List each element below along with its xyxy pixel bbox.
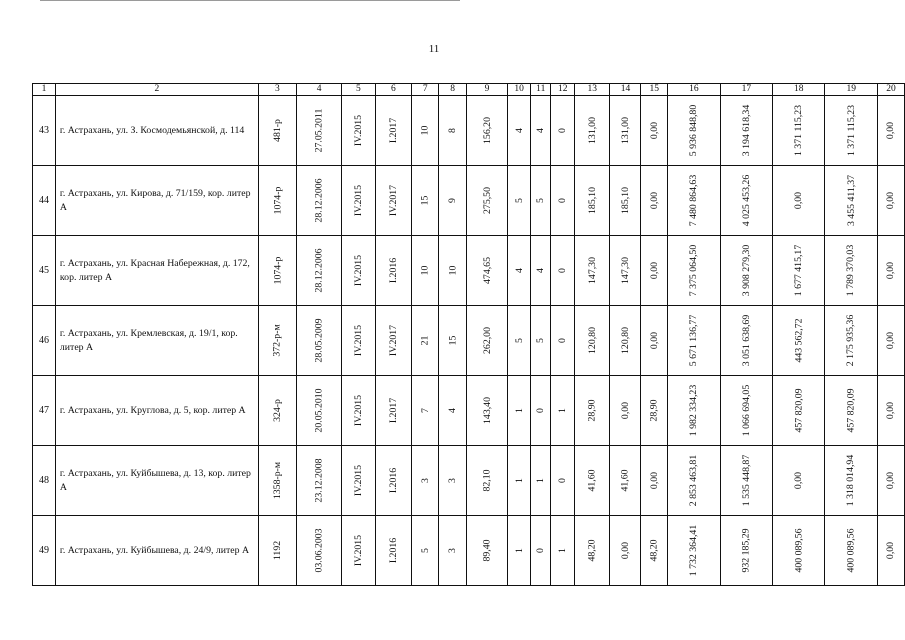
cell-value: 9 — [447, 198, 459, 203]
table-cell — [877, 306, 904, 376]
cell-value: 147,30 — [619, 257, 631, 284]
cell-value: 1 — [513, 408, 525, 413]
table-cell — [412, 516, 439, 586]
table-cell — [641, 306, 668, 376]
cell-value: 0 — [535, 408, 547, 413]
cell-value: 7 375 064,50 — [688, 244, 700, 297]
table-cell — [508, 166, 531, 236]
table-cell — [575, 306, 610, 376]
table-cell — [825, 236, 877, 306]
header-cell: 18 — [773, 84, 825, 96]
table-cell — [375, 166, 412, 236]
address-cell: г. Астрахань, ул. Куйбышева, д. 13, кор. литер А — [55, 446, 258, 516]
cell-value: 3 — [419, 478, 431, 483]
cell-value: 185,10 — [586, 187, 598, 214]
table-cell — [439, 516, 466, 586]
table-cell — [551, 236, 575, 306]
cell-value: 1 982 334,23 — [688, 384, 700, 437]
cell-value: 481-р — [271, 119, 283, 142]
cell-value: 28,90 — [648, 399, 660, 422]
cell-value: 1 535 448,87 — [740, 454, 752, 507]
table-cell — [342, 166, 376, 236]
table-cell — [720, 166, 772, 236]
cell-value: 89,40 — [481, 539, 493, 562]
cell-value: 0,00 — [885, 191, 897, 210]
table-cell — [297, 236, 342, 306]
table-cell — [375, 516, 412, 586]
table-cell: 45 — [33, 236, 56, 306]
cell-value: 324-р — [271, 399, 283, 422]
table-cell — [466, 306, 507, 376]
cell-value: 0 — [557, 128, 569, 133]
table-cell — [773, 306, 825, 376]
cell-value: I.2017 — [387, 117, 399, 144]
cell-value: 0 — [535, 548, 547, 553]
cell-value: 0,00 — [648, 191, 660, 210]
header-cell: 10 — [508, 84, 531, 96]
table-cell — [375, 236, 412, 306]
table-cell — [877, 96, 904, 166]
table-cell — [551, 96, 575, 166]
table-cell — [466, 96, 507, 166]
table-cell — [641, 166, 668, 236]
cell-value: 0,00 — [885, 541, 897, 560]
table-cell: 44 — [33, 166, 56, 236]
cell-value: 5 936 848,80 — [688, 104, 700, 157]
cell-value: 1 371 115,23 — [845, 104, 857, 157]
cell-value: 28.12.2006 — [313, 178, 325, 223]
table-cell — [668, 446, 720, 516]
table-cell — [412, 96, 439, 166]
table-cell — [575, 516, 610, 586]
table-cell — [668, 376, 720, 446]
cell-value: I.2017 — [387, 397, 399, 424]
cell-value: 3 — [447, 548, 459, 553]
cell-value: 15 — [419, 195, 431, 206]
cell-value: 1358-р-м — [271, 461, 283, 500]
data-table — [32, 83, 905, 586]
cell-value: 3 908 279,30 — [740, 244, 752, 297]
table-cell — [575, 236, 610, 306]
table-cell — [773, 376, 825, 446]
cell-value: 10 — [419, 125, 431, 136]
cell-value: 0 — [557, 338, 569, 343]
cell-value: 3 — [447, 478, 459, 483]
address-cell: г. Астрахань, ул. Куйбышева, д. 24/9, литер А — [55, 516, 258, 586]
table-row — [33, 236, 905, 306]
cell-value: 03.06.2003 — [313, 528, 325, 573]
table-cell — [773, 166, 825, 236]
cell-value: 4 — [513, 128, 525, 133]
cell-value: 23.12.2008 — [313, 458, 325, 503]
table-cell — [258, 166, 296, 236]
cell-value: 185,10 — [619, 187, 631, 214]
cell-value: 27.05.2011 — [313, 108, 325, 153]
table-cell — [342, 446, 376, 516]
cell-value: 1 318 014,94 — [845, 454, 857, 507]
table-cell — [531, 236, 551, 306]
cell-value: 143,40 — [481, 397, 493, 424]
cell-value: 1 — [557, 408, 569, 413]
cell-value: IV.2015 — [352, 464, 364, 497]
cell-value: 2 853 463,81 — [688, 454, 700, 507]
table-cell — [877, 166, 904, 236]
table-cell — [531, 516, 551, 586]
page-number: 11 — [428, 43, 440, 55]
cell-value: IV.2017 — [387, 324, 399, 357]
cell-value: 10 — [419, 265, 431, 276]
table-cell — [531, 306, 551, 376]
table-cell — [610, 166, 641, 236]
header-cell: 13 — [575, 84, 610, 96]
header-cell: 16 — [668, 84, 720, 96]
cell-value: 0,00 — [885, 401, 897, 420]
cell-value: 20.05.2010 — [313, 388, 325, 433]
cell-value: 5 — [513, 338, 525, 343]
table-cell — [342, 306, 376, 376]
cell-value: 4 — [447, 408, 459, 413]
table-cell — [508, 236, 531, 306]
cell-value: 932 185,29 — [740, 528, 752, 573]
cell-value: 0,00 — [885, 121, 897, 140]
cell-value: 4 — [535, 128, 547, 133]
cell-value: 457 820,09 — [845, 388, 857, 433]
header-cell: 14 — [610, 84, 641, 96]
table-cell — [641, 236, 668, 306]
address-cell: г. Астрахань, ул. З. Космодемьянской, д. 114 — [55, 96, 258, 166]
cell-value: 7 480 864,63 — [688, 174, 700, 227]
cell-value: 41,60 — [619, 469, 631, 492]
table-cell — [551, 376, 575, 446]
cell-value: 275,50 — [481, 187, 493, 214]
table-cell — [297, 166, 342, 236]
table-cell — [508, 516, 531, 586]
cell-value: 457 820,09 — [793, 388, 805, 433]
table-cell — [641, 516, 668, 586]
table-cell — [825, 376, 877, 446]
table-cell — [466, 236, 507, 306]
table-cell — [508, 376, 531, 446]
cell-value: 1 371 115,23 — [793, 104, 805, 157]
table-cell — [825, 306, 877, 376]
table-cell — [342, 376, 376, 446]
table-cell — [720, 96, 772, 166]
table-cell — [375, 376, 412, 446]
cell-value: 120,80 — [586, 327, 598, 354]
cell-value: 400 089,56 — [845, 528, 857, 573]
cell-value: 21 — [419, 335, 431, 346]
table-cell — [551, 306, 575, 376]
cell-value: 1074-р — [271, 186, 283, 215]
table-cell — [668, 306, 720, 376]
table-cell — [466, 516, 507, 586]
table-cell — [825, 166, 877, 236]
header-cell: 15 — [641, 84, 668, 96]
table-cell — [575, 376, 610, 446]
top-rule — [40, 0, 460, 3]
cell-value: 0,00 — [793, 191, 805, 210]
header-cell: 3 — [258, 84, 296, 96]
cell-value: 28.12.2006 — [313, 248, 325, 293]
cell-value: 5 — [535, 338, 547, 343]
address-cell: г. Астрахань, ул. Кремлевская, д. 19/1, кор. литер А — [55, 306, 258, 376]
cell-value: 7 — [419, 408, 431, 413]
table-cell — [877, 376, 904, 446]
table-cell — [258, 236, 296, 306]
cell-value: 131,00 — [586, 117, 598, 144]
table-cell: 47 — [33, 376, 56, 446]
header-cell: 20 — [877, 84, 904, 96]
cell-value: 131,00 — [619, 117, 631, 144]
table-cell — [258, 306, 296, 376]
table-cell — [412, 236, 439, 306]
table-cell — [258, 516, 296, 586]
header-cell: 1 — [33, 84, 56, 96]
cell-value: 443 562,72 — [793, 318, 805, 363]
table-cell — [466, 446, 507, 516]
cell-value: 4 — [535, 268, 547, 273]
cell-value: 1192 — [271, 540, 283, 561]
table-cell — [258, 446, 296, 516]
table-cell — [508, 96, 531, 166]
cell-value: 48,20 — [648, 539, 660, 562]
table-cell — [297, 96, 342, 166]
table-cell — [610, 236, 641, 306]
table-row — [33, 96, 905, 166]
cell-value: 28,90 — [586, 399, 598, 422]
cell-value: 147,30 — [586, 257, 598, 284]
table-cell — [439, 376, 466, 446]
table-cell — [551, 166, 575, 236]
header-cell: 4 — [297, 84, 342, 96]
table-cell — [531, 376, 551, 446]
table-cell — [610, 446, 641, 516]
table-cell — [297, 306, 342, 376]
table-cell — [375, 446, 412, 516]
table-cell: 43 — [33, 96, 56, 166]
table-cell — [720, 236, 772, 306]
header-cell: 12 — [551, 84, 575, 96]
cell-value: 82,10 — [481, 469, 493, 492]
cell-value: 2 175 935,36 — [845, 314, 857, 367]
cell-value: 1 — [513, 548, 525, 553]
table-cell — [439, 166, 466, 236]
cell-value: 1074-р — [271, 256, 283, 285]
table-cell — [342, 516, 376, 586]
table-cell — [575, 96, 610, 166]
table-cell — [531, 166, 551, 236]
table-cell: 49 — [33, 516, 56, 586]
cell-value: I.2016 — [387, 257, 399, 284]
header-cell: 17 — [720, 84, 772, 96]
cell-value: 4 — [513, 268, 525, 273]
header-cell: 5 — [342, 84, 376, 96]
table-cell — [551, 446, 575, 516]
table-cell — [297, 516, 342, 586]
table-cell — [641, 376, 668, 446]
cell-value: IV.2015 — [352, 324, 364, 357]
table-cell — [720, 306, 772, 376]
table-cell — [575, 166, 610, 236]
table-cell — [412, 376, 439, 446]
table-cell — [508, 306, 531, 376]
table-cell — [825, 516, 877, 586]
table-cell — [641, 96, 668, 166]
table-cell — [610, 306, 641, 376]
cell-value: IV.2015 — [352, 114, 364, 147]
table-cell — [825, 446, 877, 516]
table-row — [33, 446, 905, 516]
cell-value: 0 — [557, 198, 569, 203]
header-cell: 7 — [412, 84, 439, 96]
table-cell — [531, 446, 551, 516]
table-cell: 48 — [33, 446, 56, 516]
cell-value: IV.2015 — [352, 534, 364, 567]
header-cell: 2 — [55, 84, 258, 96]
cell-value: IV.2017 — [387, 184, 399, 217]
table-row — [33, 166, 905, 236]
table-cell — [375, 306, 412, 376]
address-cell: г. Астрахань, ул. Кирова, д. 71/159, кор. литер А — [55, 166, 258, 236]
table-cell — [610, 376, 641, 446]
table-cell — [720, 516, 772, 586]
header-row — [33, 84, 905, 96]
table-row — [33, 306, 905, 376]
cell-value: 1 — [535, 478, 547, 483]
table-cell — [720, 376, 772, 446]
table-cell — [297, 446, 342, 516]
cell-value: 48,20 — [586, 539, 598, 562]
cell-value: 1 677 415,17 — [793, 244, 805, 297]
table-cell — [773, 96, 825, 166]
cell-value: 5 — [535, 198, 547, 203]
cell-value: 0,00 — [619, 401, 631, 420]
table-row — [33, 516, 905, 586]
table-cell — [877, 236, 904, 306]
cell-value: I.2016 — [387, 537, 399, 564]
table-cell — [825, 96, 877, 166]
cell-value: 0,00 — [793, 471, 805, 490]
cell-value: 262,00 — [481, 327, 493, 354]
cell-value: 5 — [419, 548, 431, 553]
cell-value: 0 — [557, 478, 569, 483]
table-cell — [877, 446, 904, 516]
table-cell — [877, 516, 904, 586]
table-cell — [773, 446, 825, 516]
table-cell — [439, 236, 466, 306]
cell-value: 4 025 453,26 — [740, 174, 752, 227]
cell-value: 120,80 — [619, 327, 631, 354]
cell-value: 41,60 — [586, 469, 598, 492]
table-cell — [668, 96, 720, 166]
table-row — [33, 376, 905, 446]
table-cell — [342, 96, 376, 166]
cell-value: 0,00 — [885, 261, 897, 280]
table-cell — [466, 376, 507, 446]
cell-value: 10 — [447, 265, 459, 276]
table-cell — [439, 306, 466, 376]
cell-value: 0,00 — [885, 331, 897, 350]
cell-value: I.2016 — [387, 467, 399, 494]
cell-value: 1 — [557, 548, 569, 553]
table-cell — [610, 516, 641, 586]
table-cell — [610, 96, 641, 166]
cell-value: 474,65 — [481, 257, 493, 284]
table-cell — [258, 96, 296, 166]
cell-value: 400 089,56 — [793, 528, 805, 573]
cell-value: 15 — [447, 335, 459, 346]
table-cell — [375, 96, 412, 166]
table-cell — [668, 166, 720, 236]
cell-value: IV.2015 — [352, 394, 364, 427]
cell-value: 0,00 — [648, 331, 660, 350]
table-cell — [551, 516, 575, 586]
cell-value: 156,20 — [481, 117, 493, 144]
cell-value: 3 455 411,37 — [845, 174, 857, 227]
cell-value: 372-р-м — [271, 324, 283, 357]
cell-value: IV.2015 — [352, 184, 364, 217]
cell-value: 0,00 — [648, 471, 660, 490]
cell-value: 0 — [557, 268, 569, 273]
address-cell: г. Астрахань, ул. Красная Набережная, д. 172, кор. литер А — [55, 236, 258, 306]
table-cell — [412, 446, 439, 516]
cell-value: 1 789 370,03 — [845, 244, 857, 297]
table-cell — [668, 236, 720, 306]
cell-value: 1 — [513, 478, 525, 483]
cell-value: 5 — [513, 198, 525, 203]
cell-value: 3 051 638,69 — [740, 314, 752, 367]
table-cell — [773, 516, 825, 586]
table-cell — [258, 376, 296, 446]
header-cell: 11 — [531, 84, 551, 96]
table-cell — [439, 446, 466, 516]
cell-value: 28.05.2009 — [313, 318, 325, 363]
cell-value: 3 194 618,34 — [740, 104, 752, 157]
header-cell: 19 — [825, 84, 877, 96]
table-cell — [720, 446, 772, 516]
cell-value: 1 732 364,41 — [688, 524, 700, 577]
table-cell — [412, 306, 439, 376]
cell-value: 8 — [447, 128, 459, 133]
table-cell — [466, 166, 507, 236]
cell-value: 0,00 — [885, 471, 897, 490]
table-cell — [773, 236, 825, 306]
table-cell — [668, 516, 720, 586]
table-cell — [531, 96, 551, 166]
cell-value: 1 066 694,05 — [740, 384, 752, 437]
header-cell: 8 — [439, 84, 466, 96]
cell-value: 0,00 — [648, 261, 660, 280]
cell-value: 5 671 136,77 — [688, 314, 700, 367]
cell-value: 0,00 — [648, 121, 660, 140]
table-cell — [412, 166, 439, 236]
header-cell: 9 — [466, 84, 507, 96]
table-cell — [508, 446, 531, 516]
table-cell — [342, 236, 376, 306]
cell-value: IV.2015 — [352, 254, 364, 287]
table-cell — [297, 376, 342, 446]
address-cell: г. Астрахань, ул. Круглова, д. 5, кор. литер А — [55, 376, 258, 446]
table-cell — [641, 446, 668, 516]
table-cell — [575, 446, 610, 516]
header-cell: 6 — [375, 84, 412, 96]
table-cell — [439, 96, 466, 166]
cell-value: 0,00 — [619, 541, 631, 560]
table-cell: 46 — [33, 306, 56, 376]
